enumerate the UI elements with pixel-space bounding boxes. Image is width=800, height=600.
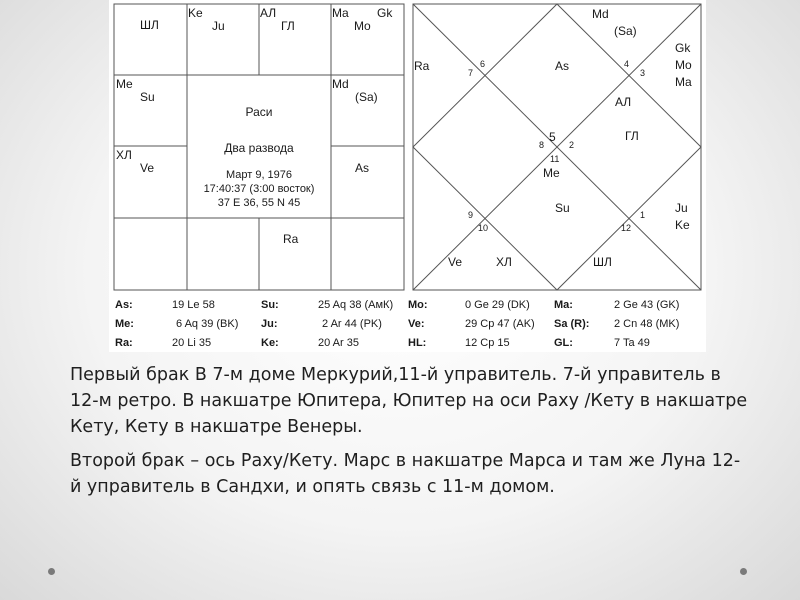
center-date: Март 9, 1976 [225, 169, 293, 181]
north-house-num-5: 5 [549, 130, 556, 144]
cell-1-planet-1: Ke [188, 6, 203, 20]
north-house-num-7: 7 [468, 68, 474, 78]
north-topright-planet-1: Gk [675, 41, 691, 55]
table-value: 7 Ta 49 [614, 337, 650, 349]
table-key: GL: [554, 337, 573, 349]
table-value: 0 Ge 29 (DK) [465, 299, 530, 311]
north-house-num-12: 12 [621, 223, 632, 233]
table-value: 25 Aq 38 (АмК) [318, 299, 394, 311]
north-house-num-9: 9 [468, 210, 474, 220]
center-time: 17:40:37 (3:00 восток) [203, 183, 315, 195]
north-center-planet: Me [543, 166, 560, 180]
center-subtitle: Два развода [224, 141, 294, 155]
north-bottomleft-planet-1: Ve [448, 255, 463, 269]
positions-table [115, 299, 679, 349]
cell-3-planet-1: Ma [332, 6, 349, 20]
table-value: 20 Li 35 [172, 337, 212, 349]
north-ascendant-label: As [555, 59, 570, 73]
note-paragraph-1: Первый брак В 7-м доме Меркурий,11-й управитель. 7-й управитель в 12-м ретро. В накшатре Юпитера, Юпитер на оси Раху /Кету в накшатре Кету, Кету в накшатре Венеры. [70, 365, 748, 437]
table-key: Me: [115, 318, 134, 330]
slide-nav-dot-left [48, 568, 55, 575]
north-house-num-8: 8 [539, 140, 545, 150]
north-inner-planet-1: АЛ [615, 95, 632, 109]
table-key: Mo: [408, 299, 428, 311]
cell-8-planet-2: Ve [140, 161, 155, 175]
north-bottomleft-planet-2: ХЛ [496, 255, 512, 269]
table-value: 6 Aq 39 (BK) [176, 318, 239, 330]
table-value: 2 Ge 43 (GK) [614, 299, 680, 311]
table-key: Ma: [554, 299, 573, 311]
north-house-num-2: 2 [569, 140, 575, 150]
cell-7-planet-1: Md [332, 77, 349, 91]
table-key: HL: [408, 337, 427, 349]
north-house-num-11: 11 [550, 154, 560, 164]
north-house-num-4: 4 [624, 59, 630, 69]
north-house-num-10: 10 [478, 223, 489, 233]
north-house-num-3: 3 [640, 68, 646, 78]
north-indian-chart [413, 4, 701, 290]
table-key: Su: [261, 299, 279, 311]
table-value: 20 Ar 35 [318, 337, 359, 349]
table-value: 2 Cn 48 (MK) [614, 318, 680, 330]
cell-2-planet-1: АЛ [260, 6, 277, 20]
north-rightlower-planet-2: Ke [675, 218, 690, 232]
center-title: Раси [245, 105, 273, 119]
slide-notes [70, 362, 750, 508]
table-key: Ra: [115, 337, 133, 349]
south-cells [116, 6, 393, 246]
table-key: As: [115, 299, 133, 311]
north-house-num-1: 1 [640, 210, 646, 220]
north-house-num-6: 6 [480, 59, 486, 69]
north-topleft-planet: Ra [414, 59, 430, 73]
north-top-planet-2: (Sa) [614, 24, 637, 38]
table-value: 19 Le 58 [172, 299, 215, 311]
cell-0-planet-1: ШЛ [140, 18, 159, 32]
north-rightlower-planet-1: Ju [675, 201, 688, 215]
cell-14-planet-1: Ra [283, 232, 299, 246]
cell-7-planet-2: (Sa) [355, 90, 378, 104]
cell-1-planet-2: Ju [212, 19, 225, 33]
table-key: Ke: [261, 337, 279, 349]
north-inner-planet-2: ГЛ [625, 129, 639, 143]
table-key: Sa (R): [554, 318, 590, 330]
table-key: Ju: [261, 318, 278, 330]
table-key: Ve: [408, 318, 425, 330]
horoscope-chart-image [109, 0, 706, 352]
north-bottomright-planet: ШЛ [593, 255, 612, 269]
south-center [204, 105, 315, 209]
center-coords: 37 E 36, 55 N 45 [217, 197, 301, 209]
table-value: 12 Cp 15 [465, 337, 510, 349]
cell-3-planet-3: Mo [354, 19, 371, 33]
north-topright-planet-3: Ma [675, 75, 692, 89]
north-top-planet-1: Md [592, 7, 609, 21]
cell-3-planet-2: Gk [377, 6, 393, 20]
north-topright-planet-2: Mo [675, 58, 692, 72]
cell-8-planet-1: ХЛ [116, 148, 132, 162]
cell-4-planet-1: Me [116, 77, 133, 91]
table-value: 29 Cp 47 (AK) [465, 318, 535, 330]
cell-11-planet-1: As [355, 161, 370, 175]
north-lower-center-planet: Su [555, 201, 570, 215]
slide-nav-dot-right [740, 568, 747, 575]
note-paragraph-2: Второй брак – ось Раху/Кету. Марс в накшатре Марса и там же Луна 12-й управитель в Сандхи, и опять связь с 11-м домом. [70, 451, 741, 497]
table-value: 2 Ar 44 (PK) [322, 318, 382, 330]
cell-2-planet-2: ГЛ [281, 19, 295, 33]
cell-4-planet-2: Su [140, 90, 155, 104]
